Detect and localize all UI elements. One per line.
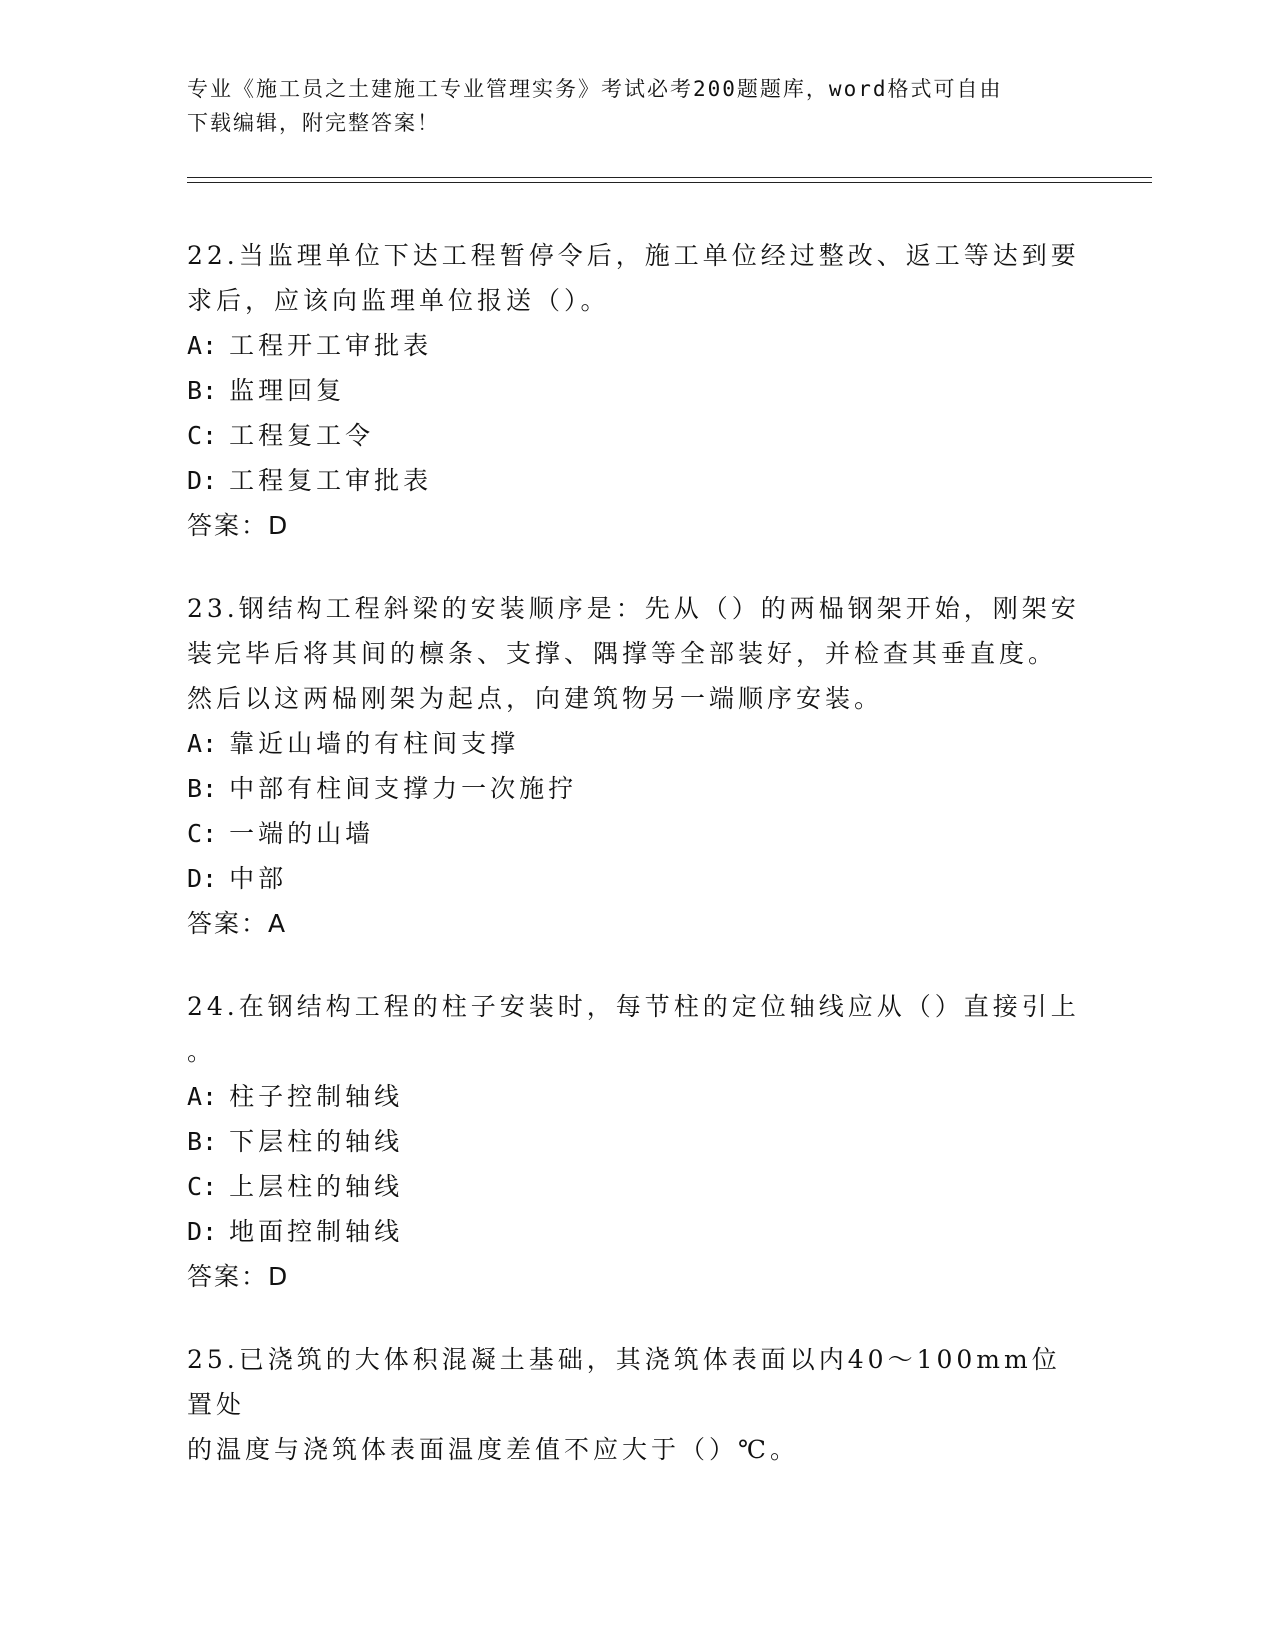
question-stem-line: 求后，应该向监理单位报送（）。: [187, 286, 610, 315]
answer-option: [187, 1074, 1087, 1119]
question-stem-line: 。: [187, 1037, 217, 1066]
question-stem-line: 22.当监理单位下达工程暂停令后，施工单位经过整改、返工等达到要: [187, 241, 1080, 270]
question-stem-line: 25.已浇筑的大体积混凝土基础，其浇筑体表面以内40～100mm位置处: [187, 1345, 1061, 1419]
option-text: 监理回复: [229, 376, 346, 405]
question-stem-line: 的温度与浇筑体表面温度差值不应大于（）℃。: [187, 1435, 799, 1464]
option-text: 地面控制轴线: [229, 1217, 404, 1246]
question-stem-line: 24.在钢结构工程的柱子安装时，每节柱的定位轴线应从（）直接引上: [187, 992, 1080, 1021]
answer-option: [187, 368, 1087, 413]
option-text: 工程复工审批表: [229, 466, 433, 495]
option-letter: B:: [187, 1127, 218, 1156]
question-block: [187, 984, 1087, 1299]
answer-option: [187, 856, 1087, 901]
question-list: [187, 233, 1087, 1510]
header-line-1: 专业《施工员之土建施工专业管理实务》考试必考200题题库，word格式可自由: [187, 77, 1003, 101]
answer-key: 答案：A: [187, 909, 288, 938]
option-text: 工程开工审批表: [229, 331, 433, 360]
option-text: 上层柱的轴线: [229, 1172, 404, 1201]
question-stem-line: 然后以这两榀刚架为起点，向建筑物另一端顺序安装。: [187, 684, 884, 713]
answer-key: 答案：D: [187, 511, 290, 540]
option-text: 下层柱的轴线: [229, 1127, 404, 1156]
answer-option: [187, 811, 1087, 856]
question-stem-line: 装完毕后将其间的檩条、支撑、隅撑等全部装好，并检查其垂直度。: [187, 639, 1058, 668]
question-block: [187, 1337, 1087, 1472]
option-text: 工程复工令: [229, 421, 375, 450]
option-letter: A:: [187, 729, 218, 758]
option-letter: C:: [187, 421, 218, 450]
option-letter: B:: [187, 774, 218, 803]
option-letter: D:: [187, 1217, 218, 1246]
option-letter: B:: [187, 376, 218, 405]
option-letter: A:: [187, 1082, 218, 1111]
answer-option: [187, 323, 1087, 368]
option-text: 中部有柱间支撑力一次施拧: [229, 774, 578, 803]
answer-key: 答案：D: [187, 1262, 290, 1291]
option-letter: D:: [187, 864, 218, 893]
option-text: 柱子控制轴线: [229, 1082, 404, 1111]
document-header: [187, 72, 1067, 140]
answer-option: [187, 1164, 1087, 1209]
answer-option: [187, 1209, 1087, 1254]
option-letter: A:: [187, 331, 218, 360]
answer-option: [187, 1119, 1087, 1164]
header-divider-top: [187, 177, 1152, 178]
option-text: 靠近山墙的有柱间支撑: [229, 729, 520, 758]
option-letter: C:: [187, 1172, 218, 1201]
answer-option: [187, 721, 1087, 766]
question-block: [187, 233, 1087, 548]
header-divider-bottom: [187, 182, 1152, 183]
option-text: 中部: [229, 864, 288, 893]
answer-option: [187, 766, 1087, 811]
answer-option: [187, 458, 1087, 503]
option-letter: D:: [187, 466, 218, 495]
question-stem-line: 23.钢结构工程斜梁的安装顺序是：先从（）的两榀钢架开始，刚架安: [187, 594, 1080, 623]
answer-option: [187, 413, 1087, 458]
option-text: 一端的山墙: [229, 819, 375, 848]
option-letter: C:: [187, 819, 218, 848]
header-line-2: 下载编辑，附完整答案！: [187, 111, 440, 135]
question-block: [187, 586, 1087, 946]
